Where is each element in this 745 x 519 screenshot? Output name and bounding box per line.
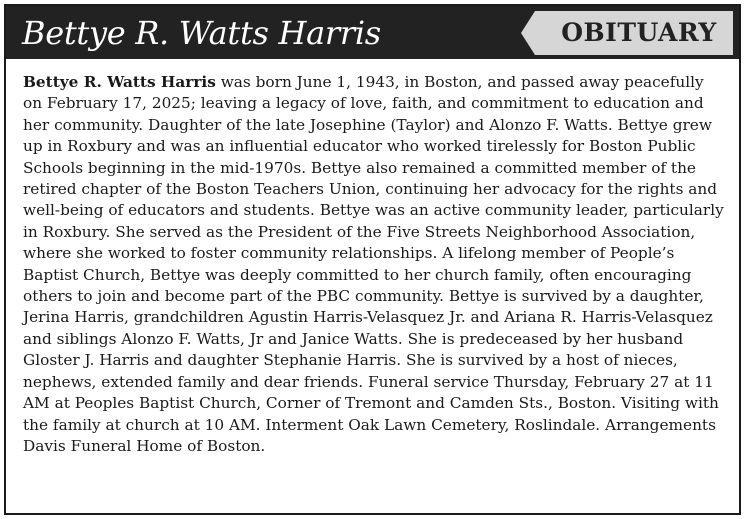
obituary-body bbox=[23, 72, 727, 457]
obituary-header bbox=[6, 6, 739, 59]
obituary-badge bbox=[521, 11, 733, 55]
obituary-body-text: was born June 1, 1943, in Boston, and passed away peacefully on February 17, 2025; leaving a legacy of love, faith, and commitment to education and her community. Daughter of the late Josephine (Taylor) and Alonzo F. Watts. Bettye grew up in Roxbury and was an influential educator who worked tirelessly for Boston Public Schools beginning in the mid-1970s. Bettye also remained a committed member of the retired chapter of the Boston Teachers Union, continuing her advocacy for the rights and well-being of educators and students. Bettye was an active community leader, particularly in Roxbury. She served as the President of the Five Streets Neighborhood Association, where she worked to foster community relationships. A lifelong member of People’s Baptist Church, Bettye was deeply committed to her church family, often encouraging others to join and become part of the PBC community. Bettye is survived by a daughter, Jerina Harris, grandchildren Agustin Harris-Velasquez Jr. and Ariana R. Harris-Velasquez and siblings Alonzo F. Watts, Jr and Janice Watts. She is predeceased by her husband Gloster J. Harris and daughter Stephanie Harris. She is survived by a host of nieces, nephews, extended family and dear friends. Funeral service Thursday, February 27 at 11 AM at Peoples Baptist Church, Corner of Tremont and Camden Sts., Boston. Visiting with the family at church at 10 AM. Interment Oak Lawn Cemetery, Roslindale. Arrangements Davis Funeral Home of Boston. bbox=[23, 73, 724, 455]
obituary-lead-name: Bettye R. Watts Harris bbox=[23, 73, 216, 91]
obituary-badge-label: OBITUARY bbox=[561, 18, 717, 47]
deceased-name-title: Bettye R. Watts Harris bbox=[22, 14, 381, 52]
obituary-frame bbox=[4, 4, 741, 515]
